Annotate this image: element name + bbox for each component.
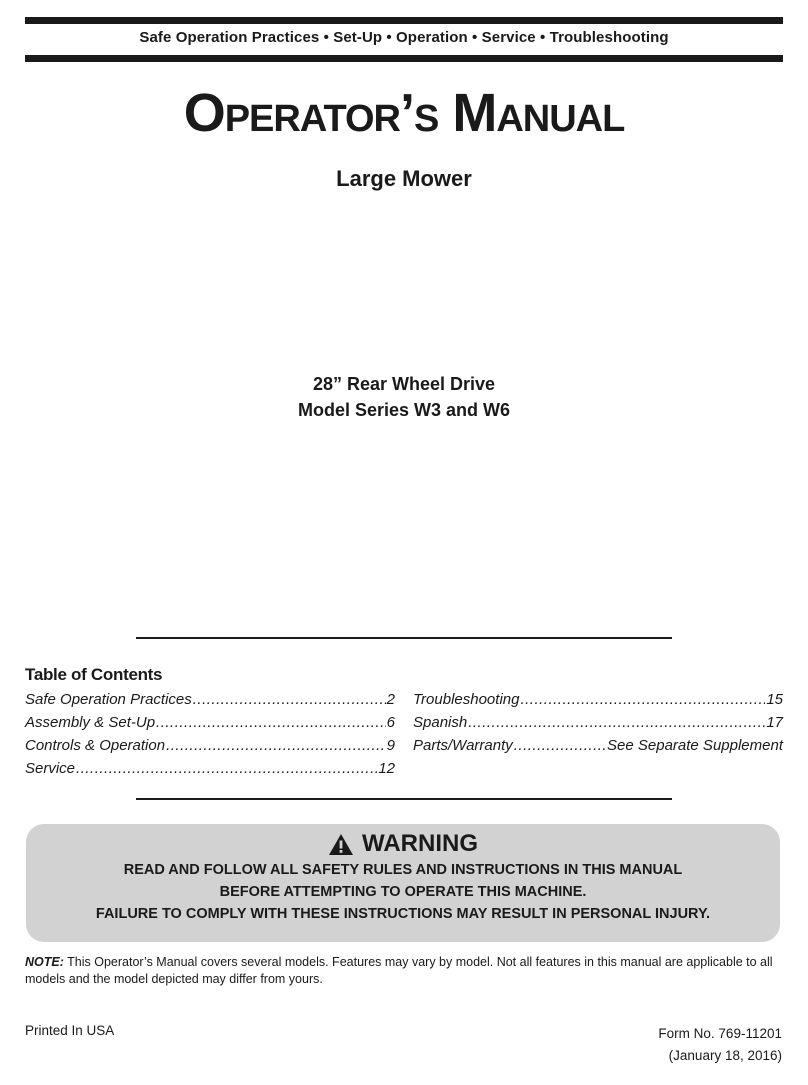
toc-entry-page: See Separate Supplement — [607, 737, 783, 754]
toc-entry[interactable] — [413, 714, 783, 737]
note-text: This Operator’s Manual covers several models. Features may vary by model. Not all features in this manual are applicable to all models and the model depicted may differ from yours. — [25, 955, 773, 986]
header-tagline: Safe Operation Practices • Set-Up • Operation • Service • Troubleshooting — [139, 29, 669, 46]
title-word-operator: perator — [224, 83, 400, 143]
form-date: (January 18, 2016) — [668, 1048, 782, 1063]
warning-box — [26, 824, 780, 942]
warning-line: READ AND FOLLOW ALL SAFETY RULES AND INSTRUCTIONS IN THIS MANUAL — [123, 862, 683, 878]
top-rule — [25, 17, 783, 24]
toc-leader — [520, 691, 765, 708]
toc-entry[interactable] — [25, 714, 395, 737]
divider — [136, 637, 672, 639]
toc-entry-page: 2 — [386, 691, 395, 708]
manual-title — [0, 77, 808, 149]
header-rule — [25, 55, 783, 62]
title-cap-m: M — [452, 83, 497, 143]
warning-title — [26, 830, 780, 858]
note-label: NOTE: — [25, 955, 64, 969]
warning-line: FAILURE TO COMPLY WITH THESE INSTRUCTIONS MAY RESULT IN PERSONAL INJURY. — [95, 906, 711, 922]
toc-heading: Table of Contents — [25, 665, 163, 684]
toc-right-column — [413, 691, 783, 760]
toc-entry-page: 15 — [766, 691, 783, 708]
toc-entry-label: Troubleshooting — [413, 691, 520, 708]
form-info — [658, 1023, 782, 1067]
model-drive: 28” Rear Wheel Drive — [312, 374, 496, 394]
title-cap-o: O — [183, 83, 225, 143]
toc-entry[interactable] — [413, 737, 783, 760]
warning-triangle-icon — [328, 833, 354, 856]
warning-title-text: WARNING — [362, 830, 478, 857]
toc-leader — [468, 714, 765, 731]
toc-leader — [193, 691, 386, 708]
toc-entry-page: 17 — [766, 714, 783, 731]
note-paragraph — [25, 954, 785, 988]
toc-leader — [156, 714, 386, 731]
toc-leader — [166, 737, 386, 754]
toc-entry-label: Service — [25, 760, 76, 777]
toc-leader — [514, 737, 606, 754]
toc-entry-label: Parts/Warranty — [413, 737, 513, 754]
toc-leader — [76, 760, 377, 777]
warning-line: BEFORE ATTEMPTING TO OPERATE THIS MACHINE. — [219, 884, 587, 900]
divider — [136, 798, 672, 800]
toc-left-column — [25, 691, 395, 783]
printed-in: Printed In USA — [25, 1023, 115, 1038]
toc-entry-label: Safe Operation Practices — [25, 691, 192, 708]
model-series: Model Series W3 and W6 — [297, 400, 511, 420]
title-apostrophe: ’s — [399, 83, 453, 143]
toc-entry-page: 9 — [386, 737, 395, 754]
form-number: Form No. 769-11201 — [658, 1026, 782, 1041]
toc-entry[interactable] — [413, 691, 783, 714]
toc-entry-label: Assembly & Set-Up — [25, 714, 156, 731]
toc-entry-label: Controls & Operation — [25, 737, 166, 754]
toc-entry-label: Spanish — [413, 714, 468, 731]
toc-entry[interactable] — [25, 737, 395, 760]
title-word-manual: anual — [496, 83, 625, 143]
toc-entry[interactable] — [25, 760, 395, 783]
product-subtitle: Large Mower — [336, 166, 472, 191]
toc-entry[interactable] — [25, 691, 395, 714]
toc-entry-page: 12 — [378, 760, 395, 777]
toc-entry-page: 6 — [386, 714, 395, 731]
